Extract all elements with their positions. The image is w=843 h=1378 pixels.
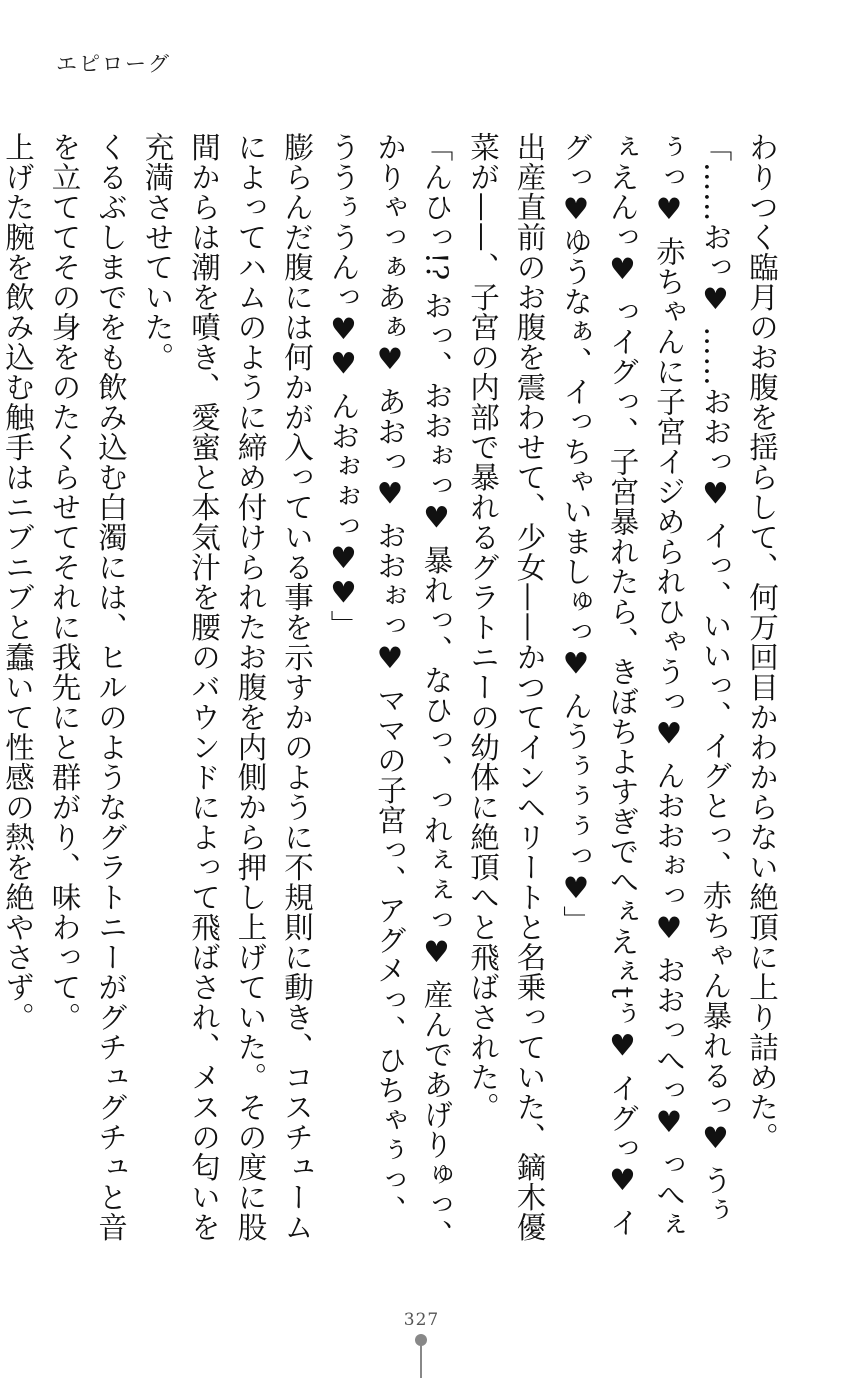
running-head-title: エピローグ [56,52,171,76]
vertical-body-text [1,132,785,1252]
paragraph-3: 出産直前のお腹を震わせて、少女——かつてインヘリートと名乗っていた、鏑木優菜が——、子宮の内部で暴れるグラトニーの幼体に絶頂へと飛ばされた。 [466,132,547,1242]
page-ornament [415,1334,427,1378]
paragraph-1: わりつく臨月のお腹を揺らして、何万回目かわからない絶頂に上り詰めた。 [745,132,779,1152]
paragraph-2: 「……おっ♥ ……おおっ♥ イっ、いいっ、イグとっ、赤ちゃん暴れるっ♥ うぅぅっ♥ 赤ちゃんに子宮イジめられひゃうっ♥ んおおぉっ♥ おおっへっ♥ っへぇぇえんっ♥ っイグっ、子宮暴れたら、きぼちよすぎでへぇえぇtぅ♥ イグっ♥ イグっ♥ゆうなぁ、イっちゃいましゅっ♥ んうぅぅぅっ♥」 [559,132,733,1240]
paragraph-7: 上げた腕を飲み込む触手はニブニブと蠢いて性感の熱を絶やさず。 [1,132,35,1032]
paragraph-6: くるぶしまでをも飲み込む白濁には、ヒルのようなグラトニーがグチュグチュと音を立ててその身をのたくらせてそれに我先にと群がり、味わって。 [47,132,128,1242]
ornament-stem-line [420,1344,422,1378]
page-number: 327 [403,1310,440,1330]
paragraph-4: 「んひっ!? おっ、おおぉっ♥ 暴れっ、なひっ、っれぇぇっ♥ 産んであげりゅっ、かりゃっぁあぁ♥ あおっ♥ おおぉっ♥ ママの子宮っ、アグメっ、ひちゃぅっ、ううぅうんっ♥♥ んおぉぉっ♥♥」 [326,132,454,1250]
paragraph-5: 膨らんだ腹には何かが入っている事を示すかのように不規則に動き、コスチュームによってハムのように締め付けられたお腹を内側から押し上げていた。その度に股間からは潮を噴き、愛蜜と本気汁を腰のバウンドによって飛ばされ、メスの匂いを充満させていた。 [140,132,314,1242]
